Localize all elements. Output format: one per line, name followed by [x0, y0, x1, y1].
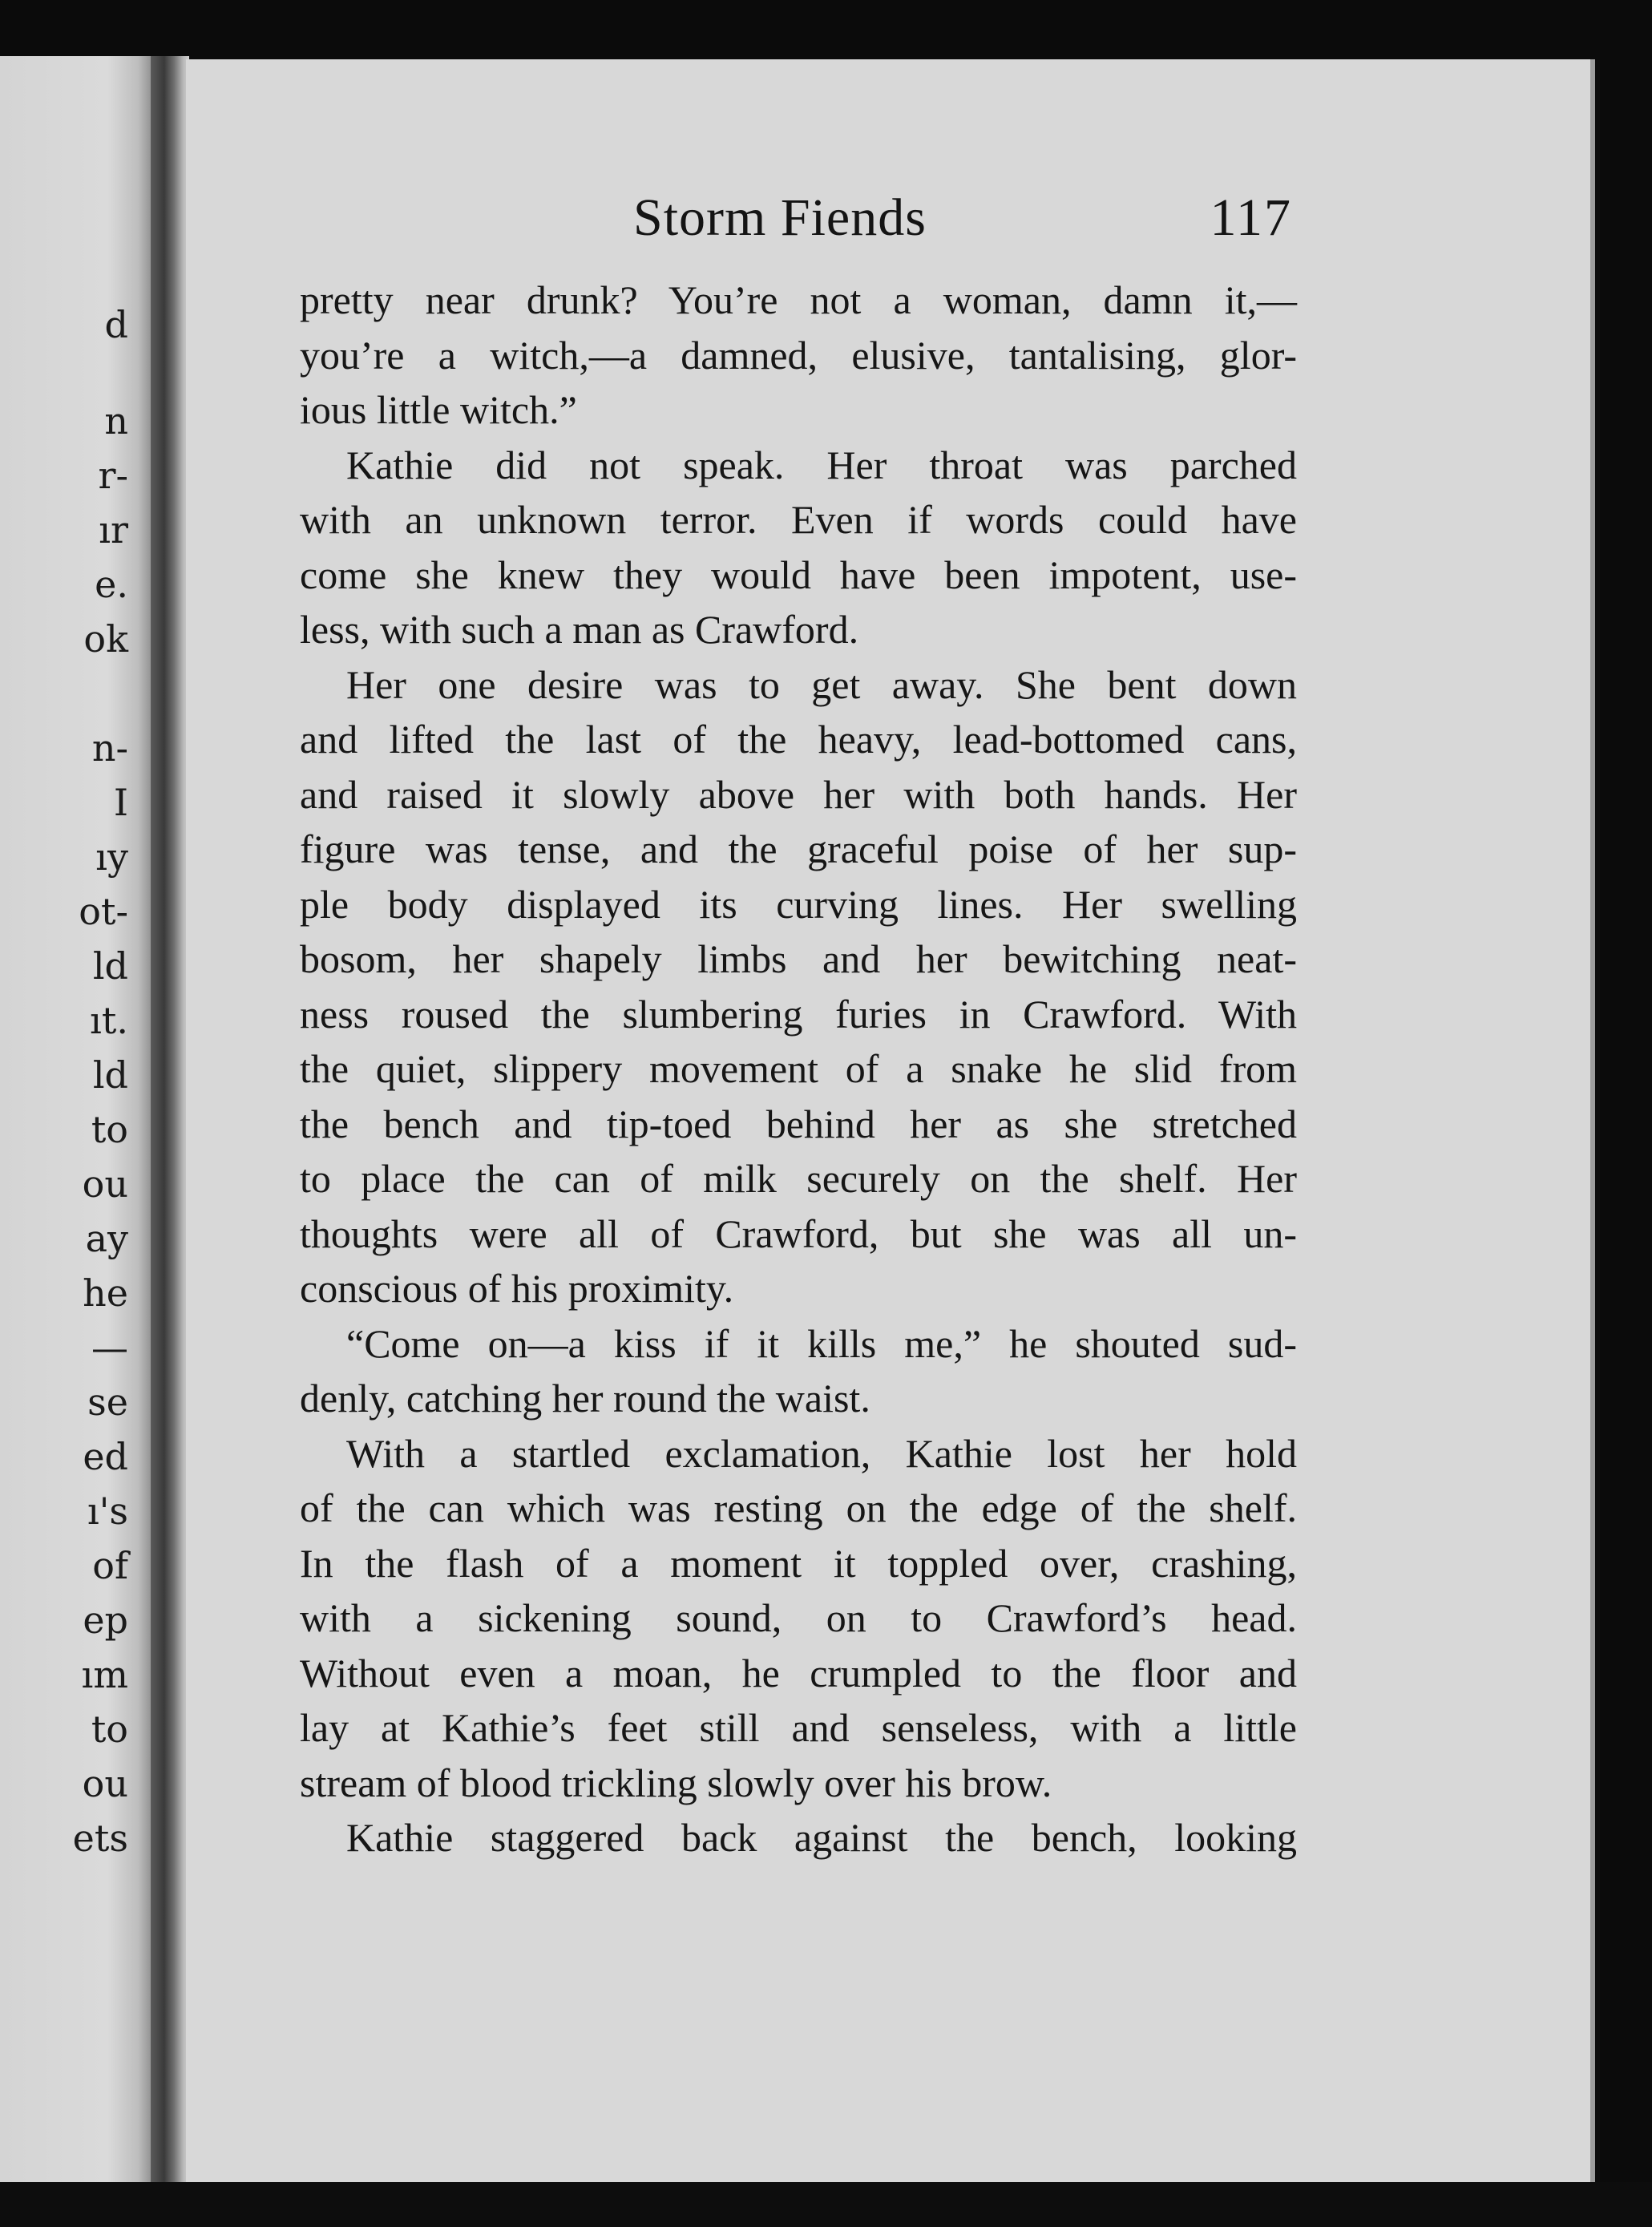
text-line: the quiet, slippery movement of a snake he slid from [300, 1046, 1297, 1091]
text-line: the bench and tip-toed behind her as she stretched [300, 1101, 1297, 1146]
left-page-fragment: e. [95, 563, 128, 606]
text-line: ious little witch.” [300, 387, 577, 432]
left-page-fragment: of [92, 1544, 128, 1587]
left-page-fragment: ou [82, 1762, 128, 1805]
text-line: figure was tense, and the graceful poise of her sup- [300, 827, 1297, 871]
scanner-bed-edge [0, 2182, 1652, 2227]
text-line: ness roused the slumbering furies in Crawford. With [300, 991, 1297, 1037]
text-line: ple body displayed its curving lines. Her swelling [300, 881, 1297, 927]
text-line: “Come on—a kiss if it kills me,” he shouted sud- [346, 1320, 1297, 1366]
left-page-fragment: ıt. [90, 999, 128, 1042]
left-page-fragment: ır [99, 508, 128, 552]
left-page-fragment: ed [83, 1435, 128, 1478]
left-page-fragment: he [83, 1271, 128, 1315]
text-line: thoughts were all of Crawford, but she was all un- [300, 1211, 1297, 1256]
text-line: to place the can of milk securely on the shelf. Her [300, 1156, 1297, 1201]
text-line: less, with such a man as Crawford. [300, 607, 859, 652]
text-line: Kathie did not speak. Her throat was parched [346, 442, 1297, 487]
body-text [300, 273, 1297, 1865]
left-page-fragment: I [113, 781, 128, 824]
left-page-fragment: d [104, 303, 128, 346]
text-line: bosom, her shapely limbs and her bewitching neat- [300, 936, 1297, 981]
left-page-fragment: ld [92, 944, 128, 988]
text-line: Kathie staggered back against the bench, looking [346, 1815, 1297, 1860]
text-line: with an unknown terror. Even if words could have [300, 497, 1297, 542]
text-line: pretty near drunk? You’re not a woman, damn it,— [300, 277, 1297, 322]
text-line: with a sickening sound, on to Crawford’s head. [300, 1595, 1297, 1640]
left-page-fragment: ets [72, 1817, 128, 1860]
running-title: Storm Fiends [633, 188, 927, 247]
left-page-fragment: ld [92, 1053, 128, 1097]
left-page-fragment: ı's [87, 1489, 128, 1533]
left-page-fragment: to [91, 1708, 128, 1751]
left-page-fragment: — [91, 1326, 128, 1369]
left-page-fragment: se [87, 1380, 128, 1424]
left-facing-page [0, 56, 154, 2185]
text-line: With a startled exclamation, Kathie lost her hold [346, 1430, 1297, 1476]
text-line: Her one desire was to get away. She bent down [346, 661, 1297, 707]
running-head [301, 188, 1299, 252]
text-line: of the can which was resting on the edge of the shelf. [300, 1485, 1297, 1530]
text-line: conscious of his proximity. [300, 1266, 734, 1311]
text-line: In the flash of a moment it toppled over, crashing, [300, 1540, 1297, 1586]
text-line: lay at Kathie’s feet still and senseless, with a little [300, 1705, 1297, 1750]
text-line: and raised it slowly above her with both hands. Her [300, 771, 1297, 817]
page-number: 117 [1210, 188, 1292, 247]
left-page-fragment: n [104, 399, 128, 443]
left-page-fragment: ok [83, 617, 128, 661]
left-page-fragment: to [91, 1108, 128, 1151]
left-page-fragment: ep [83, 1599, 128, 1642]
left-page-fragment: ım [81, 1653, 128, 1696]
left-page-fragment: ot- [79, 890, 128, 933]
left-page-fragment: n- [91, 726, 128, 770]
text-line: come she knew they would have been impotent, use- [300, 552, 1297, 597]
book-gutter-shadow [151, 56, 189, 2189]
text-line: Without even a moan, he crumpled to the floor and [300, 1650, 1297, 1696]
left-page-fragment: r- [98, 454, 128, 497]
left-page-fragment: ıy [95, 835, 128, 879]
text-line: and lifted the last of the heavy, lead-bottomed cans, [300, 717, 1297, 762]
text-line: stream of blood trickling slowly over his brow. [300, 1760, 1052, 1805]
text-line: denly, catching her round the waist. [300, 1376, 870, 1421]
left-page-fragment: ay [85, 1217, 128, 1260]
left-page-fragment: ou [82, 1162, 128, 1206]
text-line: you’re a witch,—a damned, elusive, tantalising, glor- [300, 332, 1297, 378]
